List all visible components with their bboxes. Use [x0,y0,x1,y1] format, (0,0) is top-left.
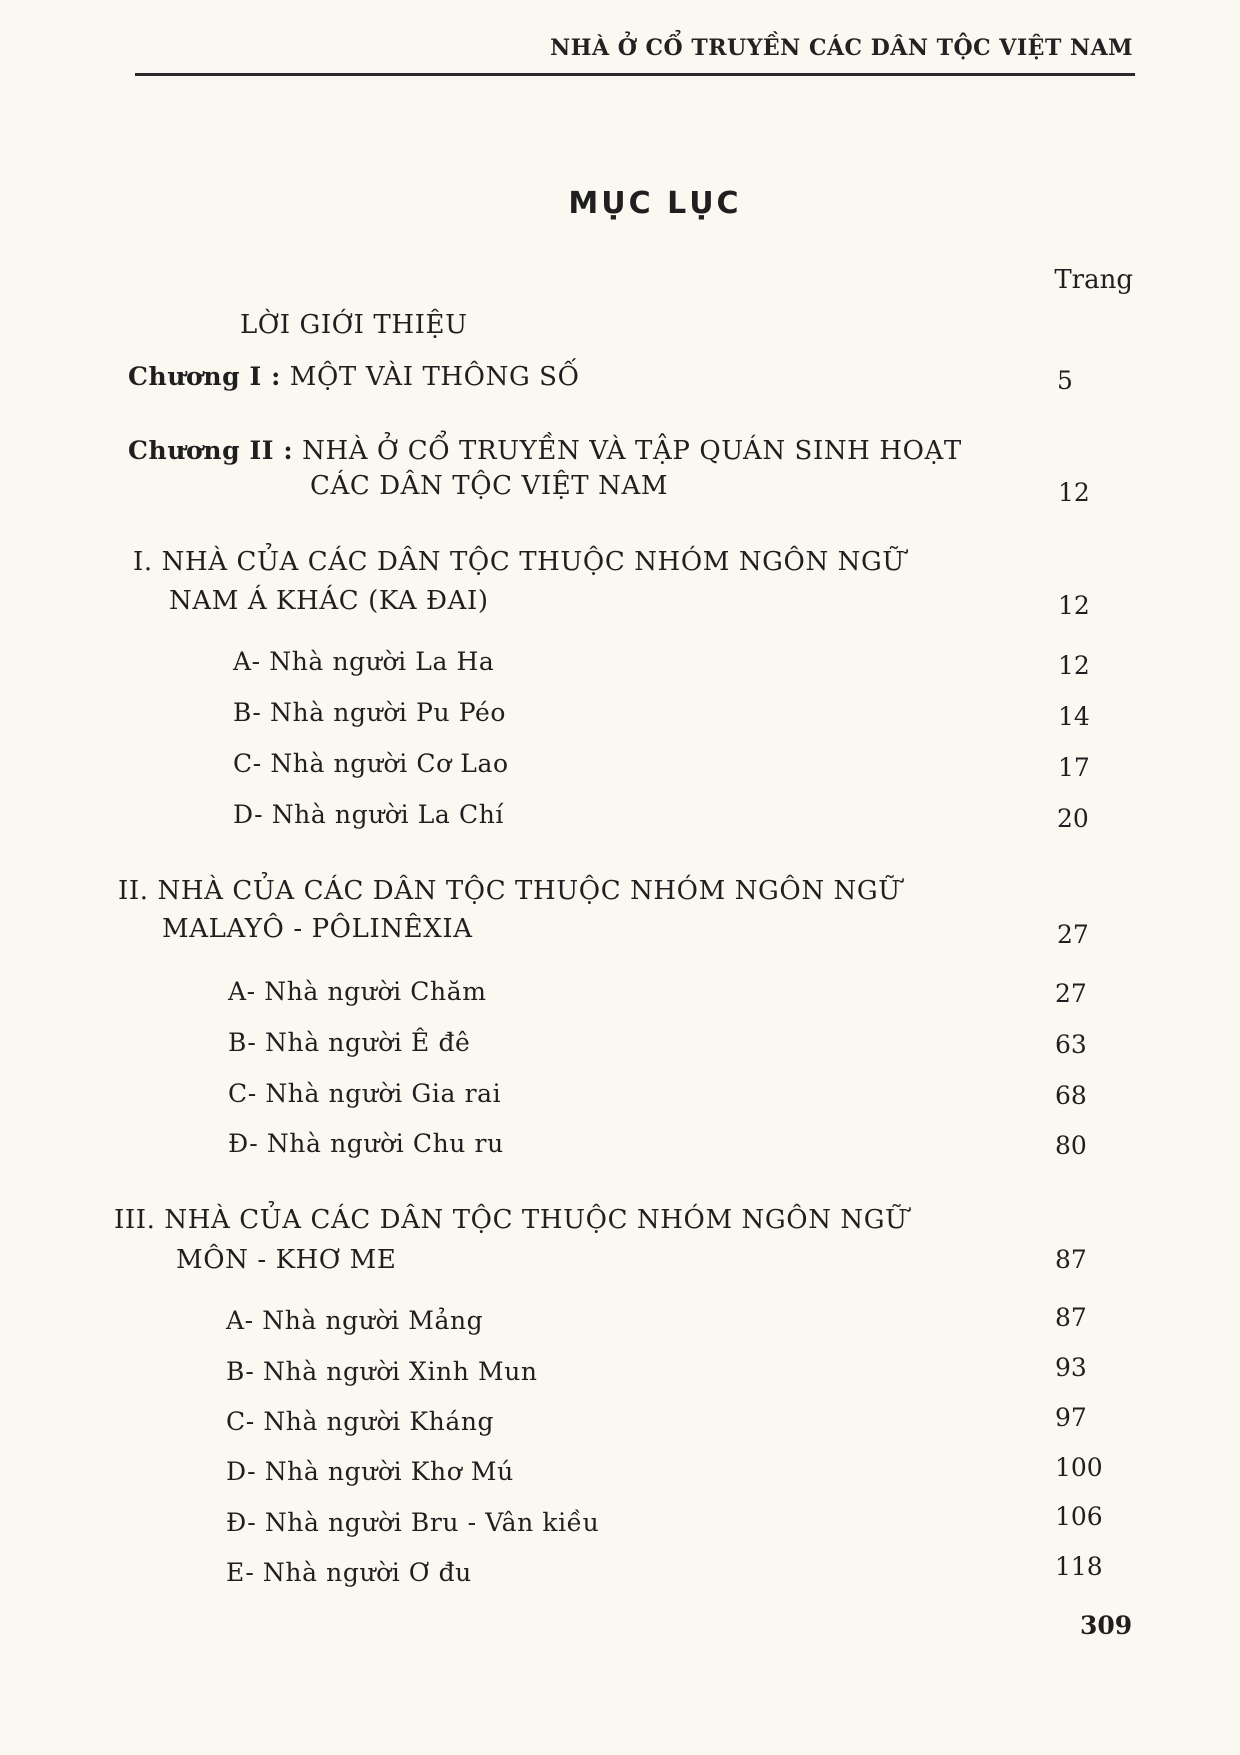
section-1-entry-page: 20 [1057,804,1089,833]
section-1-entry-page: 14 [1058,702,1090,731]
section-3-entry: Đ- Nhà người Bru - Vân kiều [226,1508,600,1537]
header-rule [135,73,1135,76]
toc-intro: LỜI GIỚI THIỆU [240,310,468,340]
section-3-title-line1: III. NHÀ CỦA CÁC DÂN TỘC THUỘC NHÓM NGÔN NGỮ [114,1205,908,1235]
section-1-entry-page: 12 [1058,651,1090,680]
chapter-1-prefix: Chương I : [128,362,281,391]
section-2-entry: A- Nhà người Chăm [228,977,487,1006]
toc-title: MỤC LỤC [568,186,742,221]
section-1-title-line2: NAM Á KHÁC (KA ĐAI) [169,586,489,616]
section-3-entry-page: 100 [1055,1453,1103,1482]
section-1-entry: C- Nhà người Cơ Lao [233,749,509,778]
chapter-2-title-line1: NHÀ Ở CỔ TRUYỀN VÀ TẬP QUÁN SINH HOẠT [302,436,962,466]
chapter-2-prefix: Chương II : [128,436,294,465]
chapter-1-title: MỘT VÀI THÔNG SỐ [289,362,580,392]
section-3-entry-page: 97 [1055,1403,1087,1432]
section-2-entry: B- Nhà người Ê đê [228,1028,471,1057]
section-3-entry: B- Nhà người Xinh Mun [226,1357,538,1386]
section-1-title-line1: I. NHÀ CỦA CÁC DÂN TỘC THUỘC NHÓM NGÔN NGỮ [133,547,905,577]
section-2-entry-page: 68 [1055,1081,1087,1110]
toc-chapter-1 [128,362,580,392]
section-3-entry: D- Nhà người Khơ Mú [226,1457,514,1486]
section-2-entry: C- Nhà người Gia rai [228,1079,502,1108]
section-3-entry: E- Nhà người Ơ đu [226,1558,472,1587]
page-number: 309 [1080,1611,1133,1640]
chapter-1-page: 5 [1057,366,1073,395]
section-1-entry: A- Nhà người La Ha [233,647,495,676]
page-column-label: Trang [1054,265,1133,295]
running-header: NHÀ Ở CỔ TRUYỀN CÁC DÂN TỘC VIỆT NAM [550,35,1133,61]
section-3-page: 87 [1055,1245,1087,1274]
section-3-entry-page: 118 [1055,1552,1103,1581]
section-3-entry: C- Nhà người Kháng [226,1407,495,1436]
section-1-page: 12 [1058,591,1090,620]
chapter-2-page: 12 [1058,478,1090,507]
section-2-title-line2: MALAYÔ - PÔLINÊXIA [162,914,473,944]
section-2-entry-page: 63 [1055,1030,1087,1059]
section-3-entry-page: 93 [1055,1353,1087,1382]
section-3-entry-page: 106 [1055,1502,1103,1531]
toc-chapter-2 [128,436,962,466]
section-1-entry: D- Nhà người La Chí [233,800,505,829]
section-1-entry-page: 17 [1058,753,1090,782]
section-3-entry: A- Nhà người Mảng [226,1306,484,1335]
section-3-entry-page: 87 [1055,1303,1087,1332]
chapter-2-title-line2: CÁC DÂN TỘC VIỆT NAM [310,471,669,501]
section-2-entry-page: 27 [1055,979,1087,1008]
section-2-title-line1: II. NHÀ CỦA CÁC DÂN TỘC THUỘC NHÓM NGÔN NGỮ [118,876,901,906]
section-2-entry: Đ- Nhà người Chu ru [228,1129,504,1158]
section-3-title-line2: MÔN - KHƠ ME [176,1245,397,1275]
section-2-entry-page: 80 [1055,1131,1087,1160]
section-2-page: 27 [1057,920,1089,949]
section-1-entry: B- Nhà người Pu Péo [233,698,507,727]
